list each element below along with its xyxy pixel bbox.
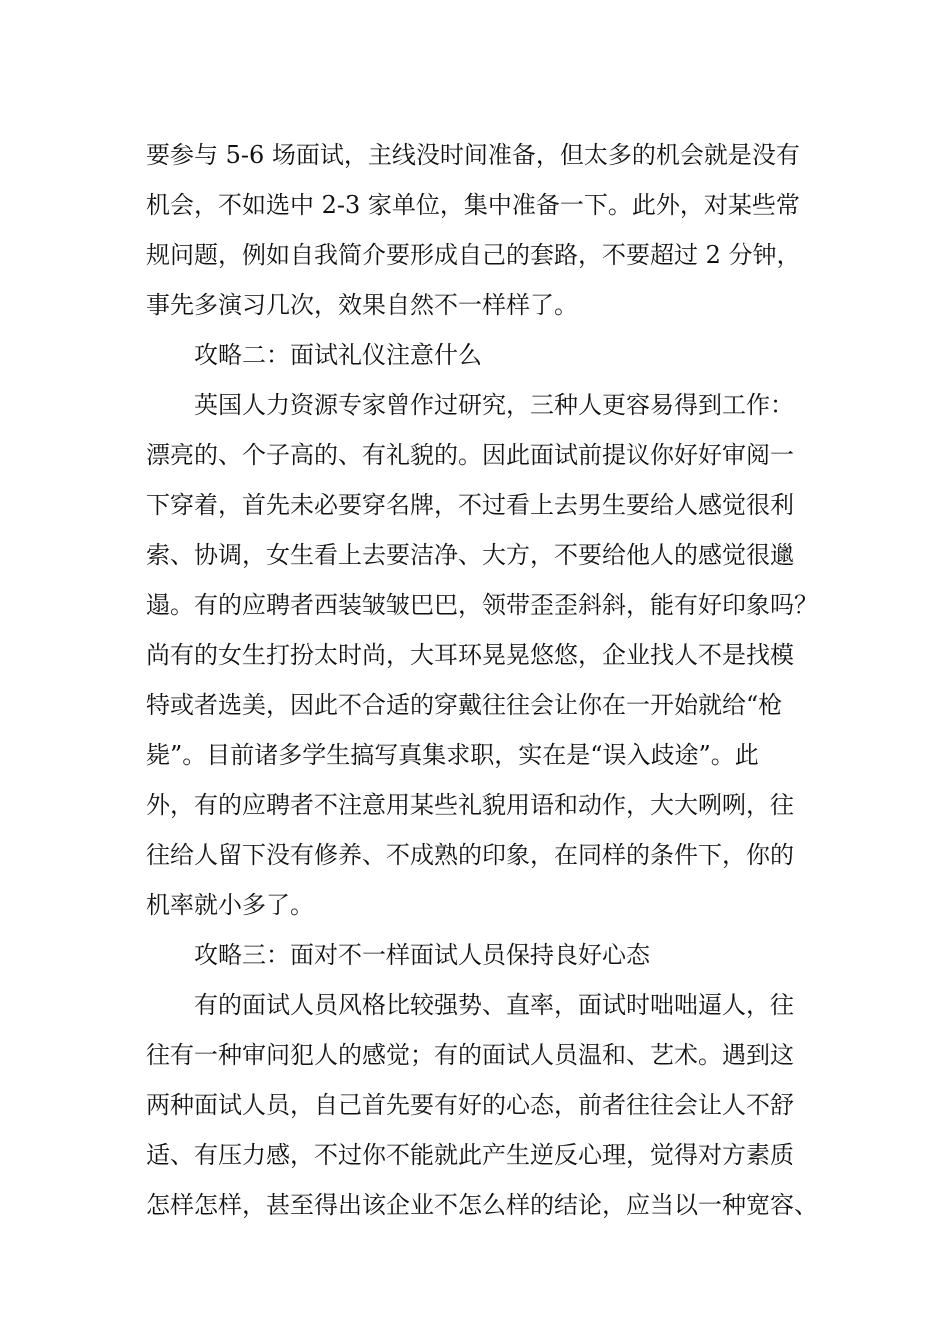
text-line: 往有一种审问犯人的感觉；有的面试人员温和、艺术。遇到这	[146, 1041, 794, 1069]
text-line: 要参与 5-6 场面试，主线没时间准备，但太多的机会就是没有	[146, 141, 800, 169]
text-line: 索、协调，女生看上去要洁净、大方，不要给他人的感觉很邋	[146, 541, 794, 569]
text-line: 事先多演习几次，效果自然不一样样了。	[146, 291, 578, 319]
text-line: 外，有的应聘者不注意用某些礼貌用语和动作，大大咧咧，往	[146, 791, 794, 819]
text-line: 规问题，例如自我简介要形成自己的套路，不要超过 2 分钟，	[146, 241, 801, 269]
text-line: 英国人力资源专家曾作过研究，三种人更容易得到工作：	[194, 391, 794, 419]
text-line: 往给人留下没有修养、不成熟的印象，在同样的条件下，你的	[146, 841, 794, 869]
text-line: 机会，不如选中 2-3 家单位，集中准备一下。此外，对某些常	[146, 191, 800, 219]
text-line: 遢。有的应聘者西装皱皱巴巴，领带歪歪斜斜，能有好印象吗？	[146, 591, 818, 619]
text-line: 毙”。目前诸多学生搞写真集求职，实在是“误入歧途”。此	[146, 741, 759, 769]
text-line: 下穿着，首先未必要穿名牌，不过看上去男生要给人感觉很利	[146, 491, 794, 519]
section-heading: 攻略二：面试礼仪注意什么	[194, 341, 482, 369]
text-line: 机率就小多了。	[146, 891, 314, 919]
text-line: 有的面试人员风格比较强势、直率，面试时咄咄逼人，往	[194, 991, 794, 1019]
text-line: 两种面试人员，自己首先要有好的心态，前者往往会让人不舒	[146, 1091, 794, 1119]
text-line: 怎样怎样，甚至得出该企业不怎么样的结论，应当以一种宽容、	[146, 1191, 818, 1219]
text-line: 特或者选美，因此不合适的穿戴往往会让你在一开始就给“枪	[146, 691, 783, 719]
document-body	[146, 130, 826, 1230]
text-line: 适、有压力感，不过你不能就此产生逆反心理，觉得对方素质	[146, 1141, 794, 1169]
section-heading: 攻略三：面对不一样面试人员保持良好心态	[194, 941, 650, 969]
text-line: 尚有的女生打扮太时尚，大耳环晃晃悠悠，企业找人不是找模	[146, 641, 794, 669]
text-line: 漂亮的、个子高的、有礼貌的。因此面试前提议你好好审阅一	[146, 441, 794, 469]
